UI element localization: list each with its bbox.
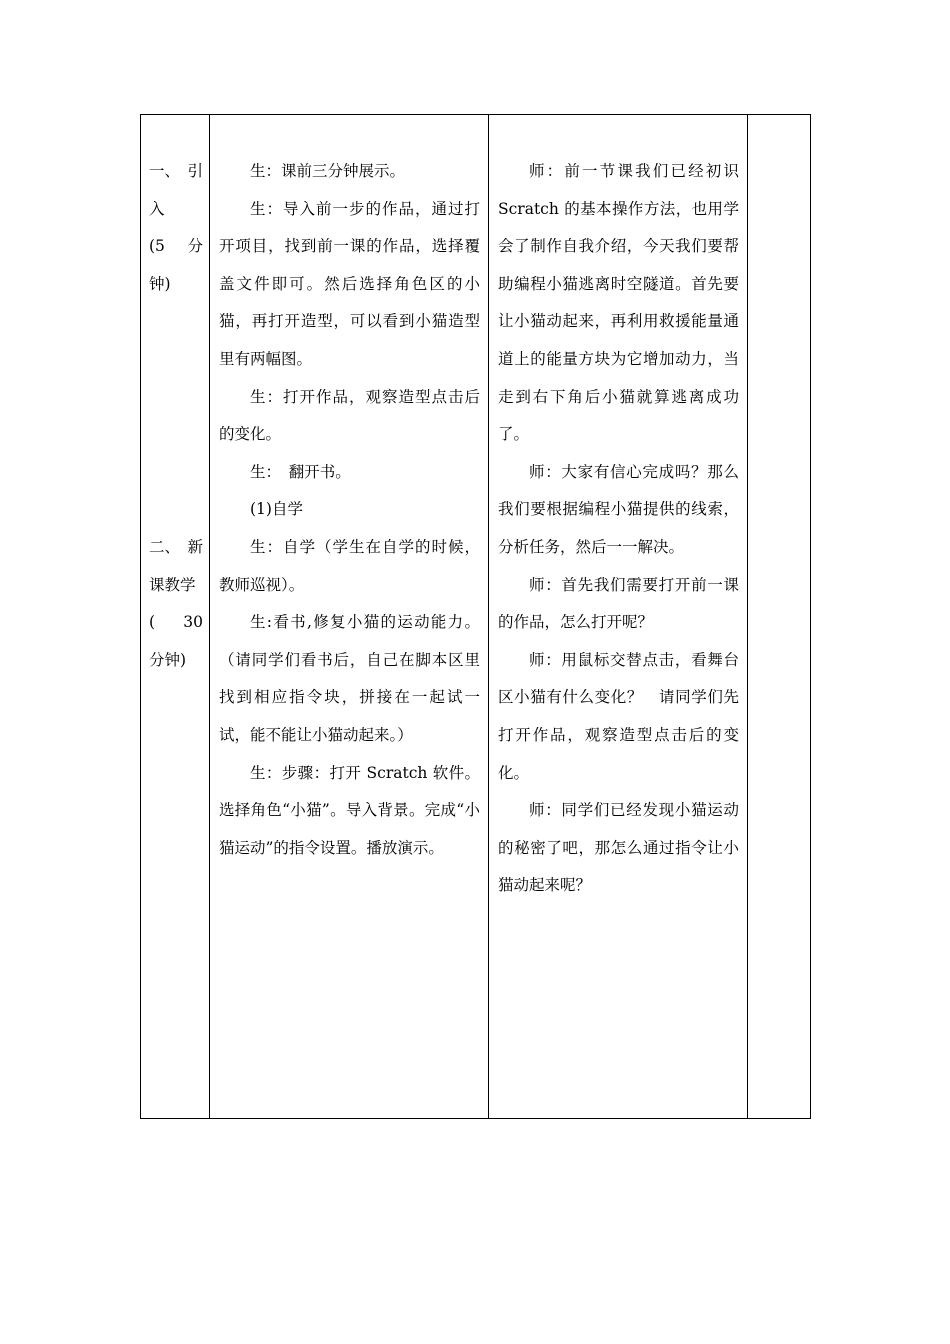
student-activity-column [209, 115, 488, 1118]
teacher-activity-column [488, 115, 747, 1118]
teacher-activity-text [498, 153, 739, 905]
student-paragraph: (1)自学 [250, 500, 303, 519]
student-paragraph: 生:看书,修复小猫的运动能力。（请同学们看书后，自己在脚本区里找到相应指令块，拼接在一起试一试，能不能让小猫动起来。） [219, 613, 480, 744]
teacher-paragraph: 师：大家有信心完成吗？那么我们要根据编程小猫提供的线索，分析任务，然后一一解决。 [498, 462, 739, 556]
lesson-plan-table [140, 114, 811, 1119]
stage-column [141, 115, 209, 1118]
teacher-paragraph: 师：同学们已经发现小猫运动的秘密了吧，那怎么通过指令让小猫动起来呢？ [498, 801, 739, 895]
student-paragraph: 生：打开作品，观察造型点击后的变化。 [219, 387, 480, 444]
teacher-paragraph: 师：用鼠标交替点击，看舞台区小猫有什么变化？ 请同学们先打开作品，观察造型点击后的变化。 [498, 650, 739, 782]
student-activity-text [219, 153, 480, 867]
student-paragraph: 生：课前三分钟展示。 [250, 162, 406, 180]
stage-intro: 一、 引 入 (5 分 钟) [149, 162, 203, 293]
student-paragraph: 生： 翻开书。 [250, 462, 351, 481]
student-paragraph: 生：导入前一步的作品，通过打开项目，找到前一课的作品，选择覆盖文件即可。然后选择角色区的小猫，再打开造型，可以看到小猫造型里有两幅图。 [219, 199, 480, 368]
student-paragraph: 生：步骤：打开 Scratch 软件。选择角色“小猫”。导入背景。完成“小猫运动”的指令设置。播放演示。 [219, 763, 480, 857]
teacher-paragraph: 师：首先我们需要打开前一课的作品，怎么打开呢？ [498, 575, 739, 632]
notes-column [747, 115, 810, 1118]
stage-new-lesson: 二、 新 课教学 ( 30 分钟) [149, 538, 203, 669]
teacher-paragraph: 师：前一节课我们已经初识 Scratch 的基本操作方法，也用学会了制作自我介绍，今天我们要帮助编程小猫逃离时空隧道。首先要让小猫动起来，再利用救援能量通道上的能量方块为它增加动力，当走到右下角后小猫就算逃离成功了。 [498, 162, 739, 444]
student-paragraph: 生：自学（学生在自学的时候，教师巡视）。 [219, 537, 480, 594]
